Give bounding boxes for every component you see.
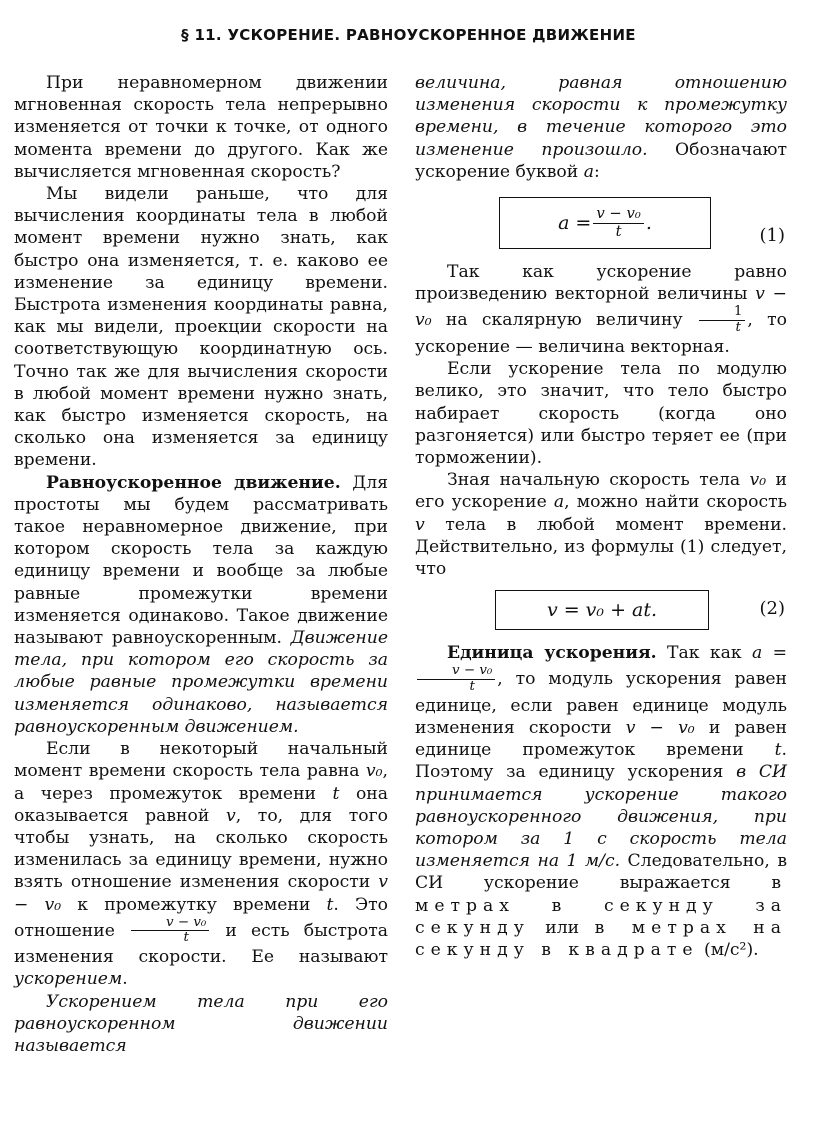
text: . Поэтому за единицу ускорения	[415, 740, 787, 783]
subheading-uniform-acceleration: Равноускоренное движение.	[46, 472, 341, 493]
formula-1-label: (1)	[759, 225, 785, 247]
paragraph	[415, 261, 787, 358]
definition-acceleration-start: Ускорением тела при его равноускоренном движении называется	[14, 991, 388, 1057]
formula-1-lhs: a =	[558, 211, 592, 234]
symbol-v0: v₀	[365, 761, 383, 782]
fraction-denominator: t	[183, 930, 189, 946]
paragraph	[415, 72, 787, 183]
paragraph	[415, 469, 787, 580]
fraction-numerator: v − v₀	[417, 664, 495, 680]
subheading-acceleration-unit: Единица ускорения.	[447, 643, 657, 664]
text: . Это отношение	[14, 894, 388, 941]
formula-2-row	[415, 580, 787, 642]
formula-lhs: a =	[751, 643, 787, 664]
symbol-a: a	[553, 492, 565, 513]
term-acceleration: ускорением	[14, 969, 123, 990]
paragraph	[415, 642, 787, 961]
paragraph: Мы видели раньше, что для вычисления координаты тела в любой момент времени нужно знать, как быстро она изменяется, т. е. каково ее изменение за единицу времени. Быстрота изменения координаты равна, как мы видели, проекции скорости на соответствующую координатную ось. Точно так же для вычисления скорости в любой момент времени нужно знать, как быстро изменяется скорость, на сколько она изменяется за единицу времени.	[14, 184, 388, 471]
text: Так как	[656, 643, 752, 664]
symbol-a: a	[583, 161, 594, 182]
symbol-t: t	[774, 740, 782, 761]
inline-fraction	[131, 916, 209, 947]
right-column	[415, 72, 787, 961]
symbol-diff: v − v₀	[625, 718, 695, 739]
symbol-v: v	[225, 805, 236, 826]
text: на скалярную величину	[431, 310, 697, 331]
fraction-denominator: t	[615, 222, 622, 240]
paragraph: При неравномерном движении мгновенная скорость тела непрерывно изменяется от точки к точке, от одного момента времени до другого. Как же вычисляется мгновенная скорость?	[14, 73, 388, 182]
symbol-diff: v − v₀	[14, 872, 388, 915]
symbol-t: t	[326, 894, 334, 915]
text: , а через промежуток времени	[14, 761, 388, 804]
definition-acceleration-end: величина, равная отношению изменения скорости к промежутку времени, в течение которого это изменение произошло.	[415, 73, 787, 160]
section-heading: § 11. УСКОРЕНИЕ. РАВНОУСКОРЕННОЕ ДВИЖЕНИЕ	[181, 26, 636, 44]
symbol-v0: v₀	[749, 470, 767, 491]
symbol-t: t	[332, 783, 340, 804]
paragraph	[14, 738, 388, 991]
paragraph	[14, 472, 388, 738]
inline-fraction	[699, 305, 746, 336]
definition-si-unit: в СИ принимается ускорение такого равноускоренного движения, при котором за 1 с скорость тела изменяется на 1 м/с.	[415, 762, 787, 872]
text: и равен единице промежуток времени	[415, 718, 787, 761]
formula-1-row	[415, 183, 787, 261]
formula-2-label: (2)	[759, 598, 785, 620]
fraction-denominator: t	[469, 679, 475, 695]
formula-1-box	[499, 197, 711, 249]
symbol-v: v	[415, 514, 425, 535]
paragraph	[14, 991, 388, 1058]
fraction-numerator: 1	[699, 305, 746, 321]
text: , то, для того чтобы узнать, на сколько скорость изменилась за единицу времени, нужно взять отношение изменения скорости	[14, 805, 388, 893]
formula-1-fraction	[593, 206, 644, 240]
text: Следовательно, в СИ ускорение выражается	[415, 851, 787, 894]
text: к промежутку времени	[61, 894, 327, 915]
text: Для простоты мы будем рассматривать такое неравномерное движение, при котором скорость тела за каждую единицу времени и вообще за любые равные промежутки времени изменяется одинаково. Такое движение называют равноускоренным.	[14, 472, 388, 649]
paragraph: Если ускорение тела по модулю велико, это значит, что тело быстро набирает скорость (когда оно разгоняется) или быстро теряет ее (при торможении).	[415, 359, 787, 468]
fraction-denominator: t	[735, 320, 741, 336]
symbol-diff: v − v₀	[415, 284, 788, 331]
text: :	[593, 161, 600, 182]
definition-uniform-motion: Движение тела, при котором его скорость за любые равные промежутки времени изменяется одинаково, называется равноускоренным движением.	[14, 628, 388, 737]
text: Обозначают ускорение буквой	[415, 139, 787, 182]
text: (м/с²).	[698, 940, 759, 961]
unit-phrase-2: в метрах на секунду в квадрате	[415, 917, 787, 961]
text: , можно найти скорость	[564, 492, 787, 513]
text: Если в некоторый начальный момент времени скорость тела равна	[14, 739, 388, 782]
left-column	[14, 72, 388, 1057]
fraction-numerator: v − v₀	[593, 206, 644, 223]
formula-2-box: v = v₀ + at.	[495, 590, 709, 630]
inline-fraction	[417, 664, 495, 695]
text: Так как ускорение равно произведению векторной величины	[415, 262, 787, 305]
text: тела в любой момент времени. Действительно, из формулы (1) следует, что	[415, 514, 787, 579]
text: , то ускорение — величина векторная.	[415, 310, 787, 357]
text: , то модуль ускорения равен единице, если равен единице модуль изменения скорости	[415, 669, 787, 739]
text: она оказывается равной	[14, 783, 389, 826]
unit-phrase-1: в метрах в секунду за секунду	[415, 873, 787, 938]
text: и его ускорение	[415, 470, 787, 513]
text: Зная начальную скорость тела	[447, 470, 750, 491]
text: или	[529, 917, 595, 938]
text: .	[122, 969, 128, 990]
formula-1-dot: .	[645, 211, 652, 234]
fraction-numerator: v − v₀	[131, 916, 209, 932]
text: и есть быстрота изменения скорости. Ее называют	[14, 920, 389, 968]
